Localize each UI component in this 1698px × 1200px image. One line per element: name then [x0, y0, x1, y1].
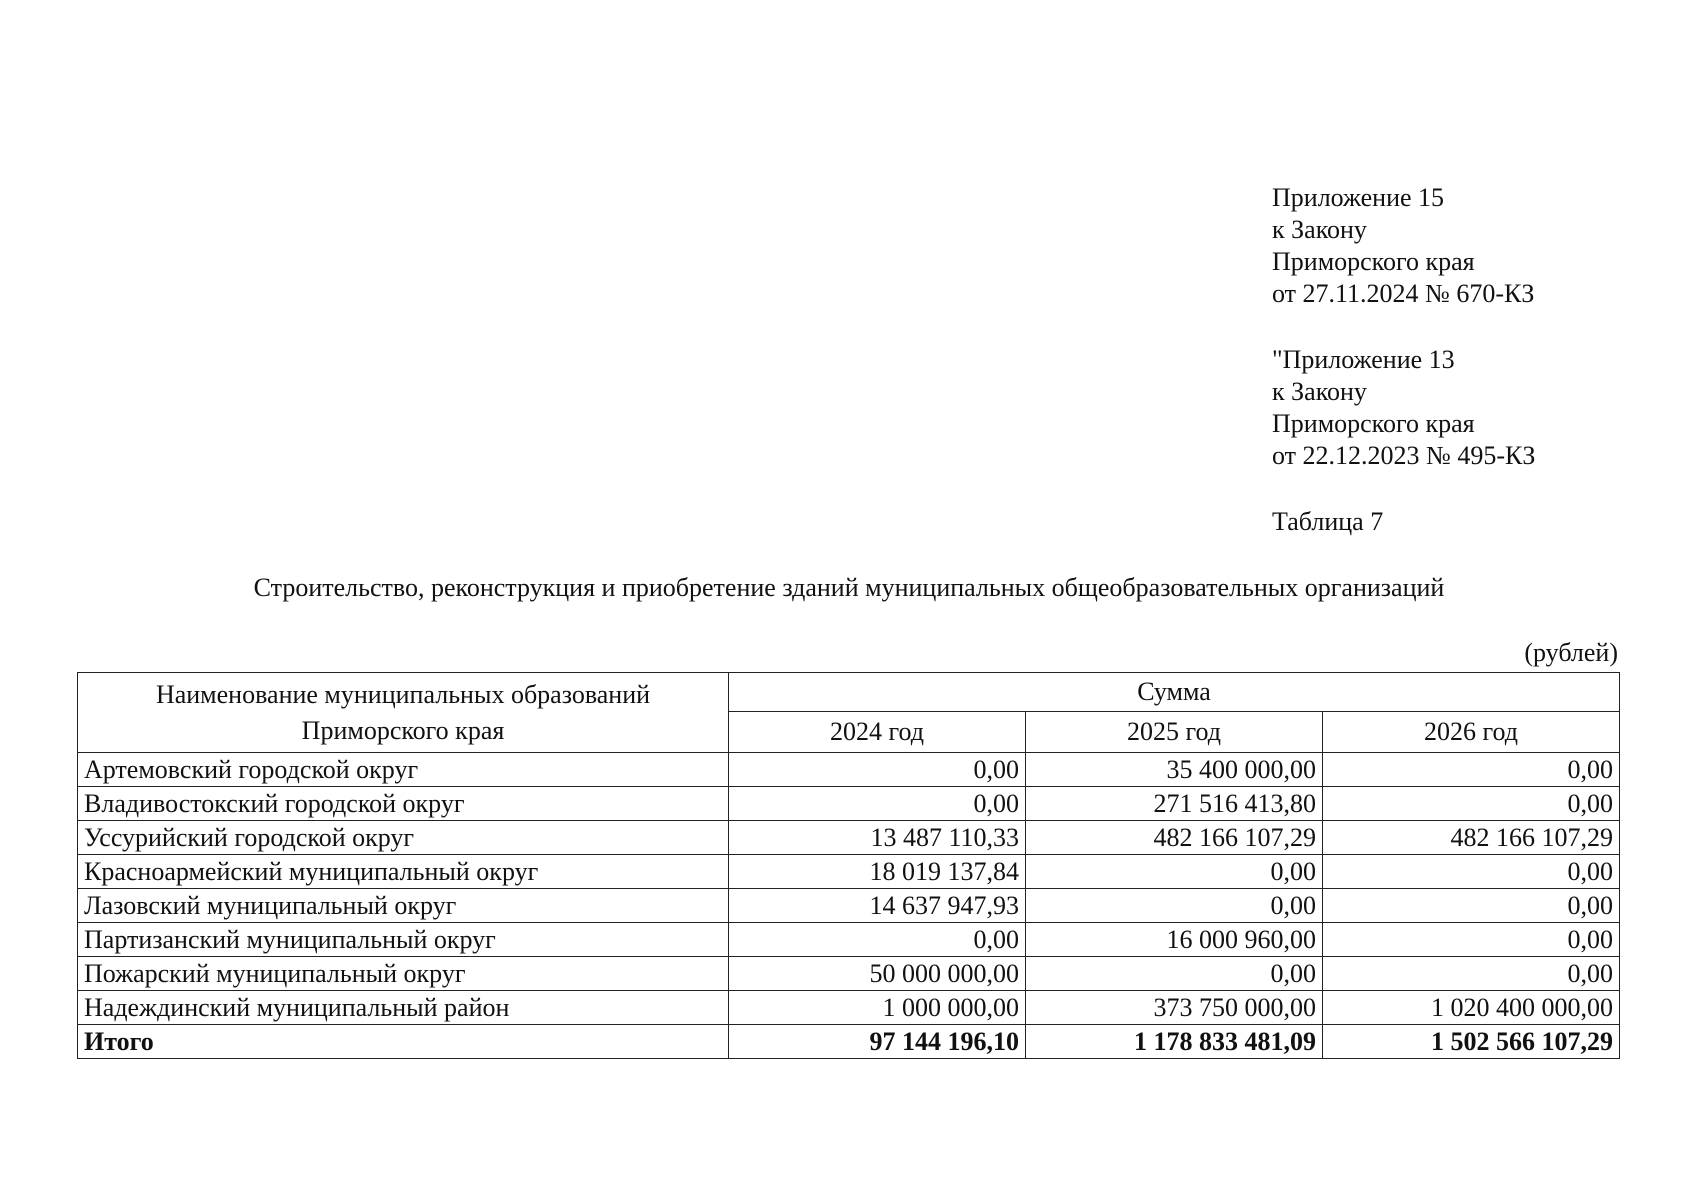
amount-2026: 0,00	[1323, 753, 1620, 787]
table-row	[78, 957, 1620, 991]
amount-2025: 35 400 000,00	[1026, 753, 1323, 787]
appropriations-table	[77, 672, 1620, 1059]
original-annex-line-4: от 22.12.2023 № 495-КЗ	[1272, 441, 1536, 470]
amount-2026: 0,00	[1323, 855, 1620, 889]
amount-2024: 1 000 000,00	[729, 991, 1026, 1025]
table-label: Таблица 7	[1272, 507, 1384, 536]
amount-2025: 0,00	[1026, 855, 1323, 889]
amount-2024: 0,00	[729, 787, 1026, 821]
table-row	[78, 753, 1620, 787]
table-row	[78, 855, 1620, 889]
amount-2024: 14 637 947,93	[729, 889, 1026, 923]
amount-2026: 0,00	[1323, 787, 1620, 821]
total-2026: 1 502 566 107,29	[1323, 1025, 1620, 1059]
municipality-header-line-1: Наименование муниципальных образований	[155, 679, 651, 709]
municipality-name: Уссурийский городской округ	[78, 821, 729, 855]
municipality-name: Красноармейский муниципальный округ	[78, 855, 729, 889]
municipality-name: Надеждинский муниципальный район	[78, 991, 729, 1025]
municipality-name: Лазовский муниципальный округ	[78, 889, 729, 923]
total-label: Итого	[78, 1025, 729, 1059]
table-row	[78, 889, 1620, 923]
amount-2025: 0,00	[1026, 957, 1323, 991]
municipality-name: Артемовский городской округ	[78, 753, 729, 787]
municipality-name: Владивостокский городской округ	[78, 787, 729, 821]
annex-line-2: к Закону	[1272, 215, 1367, 244]
amount-2025: 16 000 960,00	[1026, 923, 1323, 957]
amount-2026: 482 166 107,29	[1323, 821, 1620, 855]
original-annex-line-1: "Приложение 13	[1272, 345, 1455, 374]
year-header-2024: 2024 год	[729, 712, 1026, 753]
municipality-column-header	[78, 673, 729, 753]
amount-2026: 0,00	[1323, 889, 1620, 923]
unit-label: (рублей)	[1524, 638, 1618, 667]
total-2024: 97 144 196,10	[729, 1025, 1026, 1059]
amount-2026: 1 020 400 000,00	[1323, 991, 1620, 1025]
amount-2025: 482 166 107,29	[1026, 821, 1323, 855]
amount-2024: 0,00	[729, 753, 1026, 787]
municipality-header-line-2: Приморского края	[301, 715, 505, 745]
municipality-name: Партизанский муниципальный округ	[78, 923, 729, 957]
original-annex-line-3: Приморского края	[1272, 409, 1475, 438]
amount-2024: 13 487 110,33	[729, 821, 1026, 855]
table-row	[78, 821, 1620, 855]
year-header-2026: 2026 год	[1323, 712, 1620, 753]
annex-line-3: Приморского края	[1272, 247, 1475, 276]
amount-2025: 271 516 413,80	[1026, 787, 1323, 821]
annex-header	[1272, 182, 1534, 310]
total-2025: 1 178 833 481,09	[1026, 1025, 1323, 1059]
original-annex-header	[1272, 344, 1535, 472]
amount-2024: 50 000 000,00	[729, 957, 1026, 991]
amount-2025: 0,00	[1026, 889, 1323, 923]
year-header-2025: 2025 год	[1026, 712, 1323, 753]
amount-2024: 18 019 137,84	[729, 855, 1026, 889]
table-row	[78, 991, 1620, 1025]
total-row	[78, 1025, 1620, 1059]
annex-line-4: от 27.11.2024 № 670-КЗ	[1272, 279, 1535, 308]
amount-2024: 0,00	[729, 923, 1026, 957]
document-title: Строительство, реконструкция и приобретение зданий муниципальных общеобразовательных организаций	[253, 573, 1445, 602]
table-row	[78, 787, 1620, 821]
annex-line-1: Приложение 15	[1272, 183, 1445, 212]
amount-2026: 0,00	[1323, 923, 1620, 957]
amount-2025: 373 750 000,00	[1026, 991, 1323, 1025]
original-annex-line-2: к Закону	[1272, 377, 1367, 406]
amount-2026: 0,00	[1323, 957, 1620, 991]
amount-column-header: Сумма	[729, 673, 1620, 712]
table-row	[78, 923, 1620, 957]
municipality-name: Пожарский муниципальный округ	[78, 957, 729, 991]
